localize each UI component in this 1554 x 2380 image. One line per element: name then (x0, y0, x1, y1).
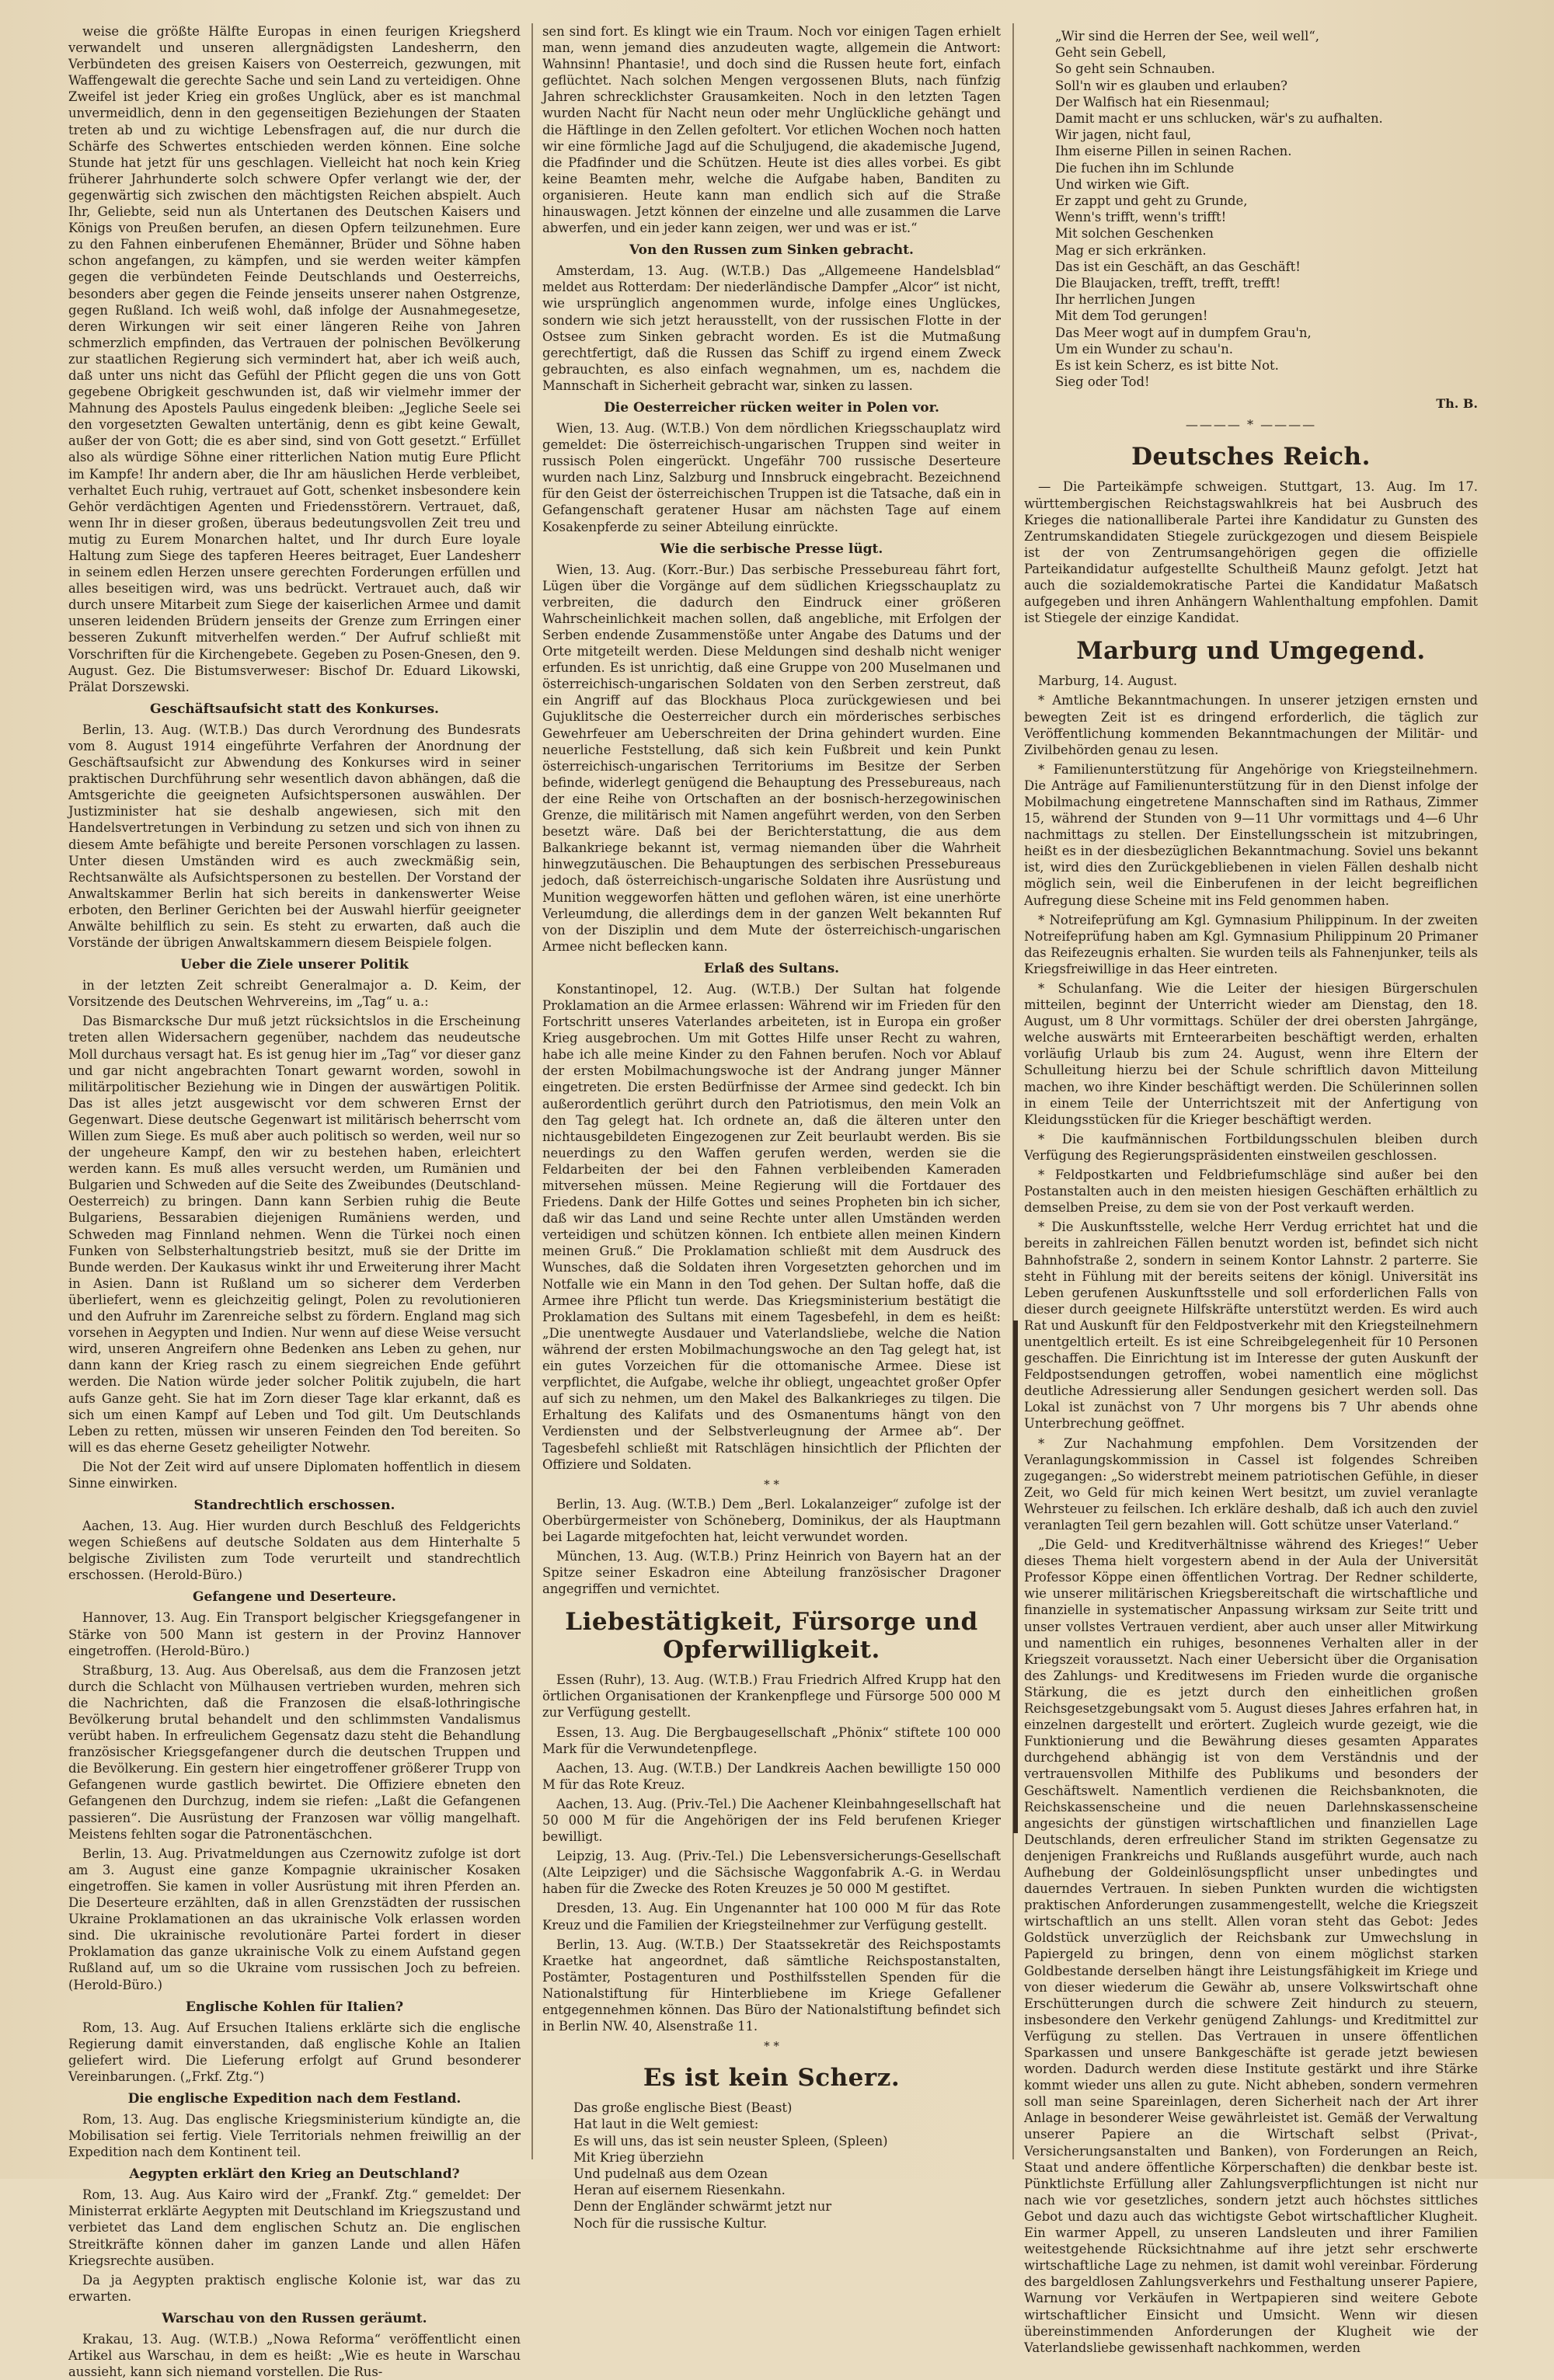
major-heading: Marburg und Umgegend. (1076, 637, 1426, 666)
article-paragraph: Berlin, 13. Aug. (W.T.B.) Das durch Verordnung des Bundesrats vom 8. August 1914 eingeführte Verfahren der Anordnung der Geschäftsaufsicht zur Abwendung des Konkurses wird in seiner praktischen Durchführung sehr wesentlich davon abhängen, daß die Amtsgerichte die geeigneten Aufsichtspersonen auswählen. Der Justizminister hat sie deshalb angewiesen, sich mit den Handelsvertretungen in Verbindung zu setzen und sich von ihnen zu diesem Amte befähigte und bereite Personen vorschlagen zu lassen. Unter diesen Umständen wird es auch zweckmäßig sein, Rechtsanwälte als Aufsichtspersonen zu bestellen. Der Vorstand der Anwaltskammer Berlin hat sich bereits in dankenswerter Weise erboten, den Berliner Gerichten bei der Auswahl hierfür geeigneter Anwälte behilflich zu sein. Es steht zu erwarten, daß auch die Vorstände der übrigen Anwaltskammern diesem Beispiele folgen. (68, 722, 521, 951)
poem-line: Ihm eiserne Pillen in seinen Rachen. (1055, 144, 1292, 159)
article-paragraph: * Amtliche Bekanntmachungen. In unserer jetzigen ernsten und bewegten Zeit ist es dringend erforderlich, die täglich zur Veröffentlichung kommenden Bekanntmachungen der Militär- und Zivilbehörden genau zu lesen. (1024, 693, 1478, 757)
poem-line: Geht sein Gebell, (1055, 45, 1166, 61)
major-heading: Deutsches Reich. (1131, 443, 1371, 471)
article-paragraph: sen sind fort. Es klingt wie ein Traum. Noch vor einigen Tagen erhielt man, wenn jemand dies anzudeuten wagte, allgemein die Antwort: Wahnsinn! Phantasie!, und doch sind die Russen heute fort, einfach geflüchtet. Nach solchen Mengen vergossenen Bluts, nach fünfzig Jahren schrecklichster Grausamkeiten. Noch in den letzten Tagen wurden Nacht für Nacht neun oder mehr Unglückliche gehängt und die Häftlinge in den Zellen gefoltert. Vor etlichen Wochen noch hatten wir eine förmliche Jagd auf die Schuljugend, die akademische Jugend, die Pfadfinder und die Schützen. Heute ist dies alles vorbei. Es gibt keine Beamten mehr, welche die Aufgabe haben, Banditen zu organisieren. Heute kann man endlich sich auf die Straße hinauswagen. Jetzt können der einzelne und alle zusammen die Larve abwerfen, und ein jeder kann zeigen, wer und was er ist.“ (542, 24, 1001, 236)
signature: Th. B. (1436, 396, 1478, 412)
poem-line: Mit solchen Geschenken (1055, 226, 1214, 242)
article-paragraph: — Die Parteikämpfe schweigen. Stuttgart, 13. Aug. Im 17. württembergischen Reichstagswahlkreis hat bei Ausbruch des Krieges die nationalliberale Partei ihre Kandidatur zu Gunsten des Zentrumskandidaten Stiegele zurückgezogen und diesem Beispiele ist der von Zentrumsangehörigen gegen die offizielle Parteikandidatur aufgestellte Schultheiß Maunz gefolgt. Jetzt hat auch die sozialdemokratische Partei die Kandidatur Maßatsch aufgegeben und ihren Anhängern Wahlenthaltung empfohlen. Damit ist Stiegele der einzige Kandidat. (1024, 479, 1478, 626)
article-paragraph: Konstantinopel, 12. Aug. (W.T.B.) Der Sultan hat folgende Proklamation an die Armee erlassen: Während wir im Frieden für den Fortschritt unseres Vaterlandes arbeiteten, ist in Europa ein großer Krieg ausgebrochen. Um mit Gottes Hilfe unser Recht zu wahren, habe ich alle meine Kinder zu den Fahnen berufen. Noch vor Ablauf der ersten Mobilmachungswoche ist der Andrang junger Männer eingetreten. Die ersten Bedürfnisse der Armee sind gedeckt. Ich bin außerordentlich gerührt durch den Patriotismus, den mein Volk an den Tag gelegt hat. Ich ordnete an, daß die älteren unter den nichtausgebildeten Eingezogenen zur Zeit beurlaubt werden. Bis sie neuerdings zu den Waffen gerufen werden, werden sie die Feldarbeiten der bei den Fahnen verbleibenden Kameraden mitversehen müssen. Meine Regierung will die Fortdauer des Friedens. Dank der Hilfe Gottes und seines Propheten bin ich sicher, daß wir das Land und seine Rechte unter allen Umständen werden verteidigen und schützen können. Ich entbiete allen meinen Kindern meinen Gruß.“ Die Proklamation schließt mit dem Ausdruck des Wunsches, daß die Soldaten ihren Vorgesetzten gehorchen und im Notfalle wie ein Mann in den Tod gehen. Der Sultan hoffe, daß die Armee ihre Pflicht tun werde. Das Kriegsministerium bestätigt die Proklamation des Sultans mit einem Tagesbefehl, in dem es heißt: „Die unentwegte Ausdauer und Vaterlandsliebe, welche die Nation während der ersten Mobilmachungswoche an den Tag gelegt hat, ist ein gutes Vorzeichen für die ottomanische Armee. Diese ist verpflichtet, die Aufgabe, welche ihr obliegt, ungeachtet großer Opfer auf sich zu nehmen, um den Makel des Balkankrieges zu tilgen. Die Erhaltung des Kalifats und des Osmanentums hängt von den Verdiensten und der Selbstverleugnung der Armee ab“. Der Tagesbefehl schließt mit Ratschlägen hinsichtlich der Pflichten der Offiziere und Soldaten. (542, 981, 1001, 1472)
article-paragraph: * Die Auskunftsstelle, welche Herr Verdug errichtet hat und die bereits in zahlreichen Fällen benutzt worden ist, befindet sich nicht Bahnhofstraße 2, sondern in seinem Kontor Lahnstr. 2 parterre. Sie steht in Fühlung mit der bereits seitens der königl. Universität ins Leben gerufenen Auskunftsstelle und soll erforderlichen Falls von dieser durch geeignete Hilfskräfte unterstützt werden. Es wird auch Rat und Auskunft für den Feldpostverkehr mit den Kriegsteilnehmern unentgeltlich erteilt. Es ist eine Schreibgelegenheit für 10 Personen geschaffen. Die Einrichtung ist im Interesse der guten Auskunft der Feldpostsendungen getroffen, wobei namentlich eine möglichst deutliche Adressierung aller Sendungen gesichert werden soll. Das Lokal ist zunächst von 7 Uhr morgens bis 7 Uhr abends ohne Unterbrechung geöffnet. (1024, 1220, 1478, 1432)
article-paragraph: weise die größte Hälfte Europas in einen feurigen Kriegsherd verwandelt und unseren allergnädigsten Landesherrn, den Verbündeten des greisen Kaisers von Oesterreich, gezwungen, mit Waffengewalt die gerechte Sache und sein Land zu verteidigen. Ohne Zweifel ist jeder Krieg ein großes Unglück, aber es ist manchmal unvermeidlich, denn in den gegenseitigen Beziehungen der Staaten treten ab und zu wichtige Lebensfragen auf, die nur durch die Schärfe des Schwertes entschieden werden können. Eine solche Stunde hat jetzt für uns geschlagen. Vielleicht hat noch kein Krieg früherer Jahrhunderte solch schwere Opfer verlangt wie der, der gegenwärtig sich zwischen den mächtigsten Reichen abspielt. Auch Ihr, Geliebte, seid nun als Untertanen des Deutschen Kaisers und Königs von Preußen berufen, an diesen Opfern teilzunehmen. Eure zu den Fahnen einberufenen Ehemänner, Brüder und Söhne haben schon angefangen, zu kämpfen, und sie werden weiter kämpfen gegen die verbündeten Feinde Deutschlands und Oesterreichs, besonders aber gegen die Feinde jenseits unserer nahen Ostgrenze, gegen Rußland. Ich weiß wohl, daß infolge der Ausnahmegesetze, deren Wirkungen wir seit einer längeren Reihe von Jahren schmerzlich empfinden, das Vertrauen der polnischen Bevölkerung zur staatlichen Regierung sich vermindert hat, aber ich weiß auch, daß unter uns nicht das Gefühl der Pflicht gegen die uns von Gott gegebene Obrigkeit geschwunden ist, daß wir vielmehr immer der Mahnung des Apostels Paulus eingedenk bleiben: „Jegliche Seele sei den vorgesetzten Gewalten untertänig, denn es gibt keine Gewalt, außer der von Gott; die es aber sind, sind von Gott gesetzt.“ Erfüllet also als würdige Söhne einer ritterlichen Nation mutig Eure Pflicht im Kampfe! Ihr andern aber, die Ihr am häuslichen Herde verbleibet, verhaltet Euch ruhig, vertrauet auf Gott, schenket insbesondere kein Gehör verdächtigen Agenten und Friedensstörern. Vertrauet, daß, wenn Ihr in dieser großen, überaus bedeutungsvollen Zeit treu und mutig zu Eurem Monarchen haltet, und Ihr durch Eure loyale Haltung zum Siege des tapferen Heeres beitraget, Euer Landesherr in seinem edlen Herzen unsere gerechten Forderungen erfüllen und alles beseitigen wird, was uns bedrückt. Vertrauet auch, daß wir durch unsere Mitarbeit zum Siege der kaiserlichen Armee und damit unseren leidenden Brüdern jenseits der Grenze zum Erringen einer besseren Zukunft mitverhelfen werden.“ Der Aufruf schließt mit Vorschriften für die Kirchengebete. Gegeben zu Posen-Gnesen, den 9. August. Gez. Die Bistumsverweser: Bischof Dr. Eduard Likowski, Prälat Dorszewski. (68, 24, 521, 694)
poem-line: Das Meer wogt auf in dumpfem Grau'n, (1055, 325, 1312, 340)
article-paragraph: Wien, 13. Aug. (Korr.-Bur.) Das serbische Pressebureau fährt fort, Lügen über die Vorgänge auf dem südlichen Kriegsschauplatz zu verbreiten, die dadurch den Eindruck einer größeren Wahrscheinlichkeit machen sollen, daß angebliche, mit Erfolgen der Serben endende Zusammenstöße unter Angabe des Datums und der Orte mitgeteilt werden. Diese Meldungen sind deshalb nicht weniger erfunden. Es ist unrichtig, daß eine Gruppe von 200 Muselmanen und österreichisch-ungarischen Soldaten von den Serben zerstreut, daß ein Angriff auf das Blockhaus Ploca zurückgewiesen und bei Gujuklitsche die Oesterreicher durch ein mörderisches serbisches Gewehrfeuer am Ueberschreiten der Drina gehindert wurden. Eine neuerliche Feststellung, daß sich kein Fußbreit und kein Punkt österreichisch-ungarischen Territoriums im Besitze der Serben befinde, widerlegt genügend die Behauptung des Pressebureaus, nach der eine Reihe von Ortschaften an der bosnisch-herzegowinischen Grenze, die militärisch mit Namen angeführt werden, von den Serben besetzt wäre. Daß bei der Berichterstattung, die aus dem Balkankriege bekannt ist, vermag niemanden über die Wahrheit hinwegzutäuschen. Die Behauptungen des serbischen Pressebureaus jedoch, daß österreichisch-ungarische Soldaten ihre Ausrüstung und Munition weggeworfen hätten und geflohen wären, ist eine unerhörte Verleumdung, die allerdings dem in der ganzen Welt bekannten Ruf von der Disziplin und dem Mute der österreichisch-ungarischen Armee nicht beflecken kann. (542, 562, 1001, 954)
separator-stars: * * (764, 1477, 779, 1491)
article-paragraph: Da ja Aegypten praktisch englische Kolonie ist, war das zu erwarten. (68, 2272, 521, 2304)
article-paragraph: * Schulanfang. Wie die Leiter der hiesigen Bürgerschulen mitteilen, beginnt der Unterricht wieder am Dienstag, den 18. August, um 8 Uhr vormittags. Schüler der drei obersten Jahrgänge, welche auswärts mit Ernteerarbeiten beschäftigt werden, erhalten vorläufig Urlaub bis zum 24. August, wenn ihre Eltern der Schulleitung hierzu bei der Schule schriftlich davon Mitteilung machen, wo ihre Kinder beschäftigt werden. Die Schülerinnen sollen in einem Teile der Unterrichtszeit mit der Anfertigung von Kleidungsstücken für die Krieger beschäftigt werden. (1024, 981, 1478, 1127)
article-paragraph: „Die Geld- und Kreditverhältnisse während des Krieges!“ Ueber dieses Thema hielt vorgestern abend in der Aula der Universität Professor Köppe einen öffentlichen Vortrag. Der Redner schilderte, wie unserer militärischen Kriegsbereitschaft die wirtschaftliche und finanzielle in systematischer Anpassung wirksam zur Seite tritt und unser vollstes Vertrauen verdient, aber auch unser aller Mitwirkung und namentlich ein ruhiges, besonnenes Verhalten aller in der Kriegszeit voraussetzt. Nach einer Uebersicht über die Organisation des Zahlungs- und Kreditwesens im Frieden wurde die organische Stärkung, die es jetzt durch den einheitlichen großen Reichsgesetzgebungsakt vom 5. August dieses Jahres erfahren hat, in einzelnen dargestellt und erörtert. Zugleich wurde gezeigt, wie die Funktionierung und die Bewährung dieses gesamten Apparates durchgehend abhängig ist von dem Verständnis und der vertrauensvollen Mithilfe des Publikums und besonders der Geschäftswelt. Namentlich verdienen die Reichsbanknoten, die Reichskassenscheine und die neuen Darlehnskassenscheine angesichts der günstigen wirtschaftlichen und finanziellen Lage Deutschlands, deren erfreulicher Stand im strikten Gegensatze zu denjenigen Frankreichs und Rußlands ausgeführt wurde, auch nach Aufhebung der Goldeinlösungspflicht unser unbedingtes und dauerndes Vertrauen. In sieben Punkten wurden die wichtigsten praktischen Anforderungen zusammengestellt, welche die Kriegszeit wirtschaftlich an uns stellt. Allen voran steht das Gebot: Jedes Goldstück unverzüglich der Reichsbank zur Umwechslung in Papiergeld zu bringen, denn von einem möglichst starken Goldbestande derselben hängt ihre Leistungsfähigkeit im Kriege und von dieser wiederum die Gewähr ab, unsere Volkswirtschaft ohne Erschütterungen durch die schwere Zeit hindurch zu steuern, insbesondere den Verkehr genügend Zahlungs- und Kreditmittel zur Verfügung zu stellen. Das Vertrauen in unsere öffentlichen Sparkassen und unsere Bankgeschäfte ist gerade jetzt bewiesen worden. Dadurch werden diese Institute gestärkt und ihre Stärke kommt wieder uns allen zu gute. Nicht abheben, sondern vermehren soll man seine Spareinlagen, deren Sicherheit nach der Art ihrer Anlage in besonderer Weise gewährleistet ist. Gemäß der Verwaltung unserer Papiere an die Wirtschaft selbst (Privat-, Versicherungsanstalten und Banken), von Forderungen an Reich, Staat und andere öffentliche Körperschaften) die denkbar beste ist. Pünktlichste Erfüllung aller Zahlungsverpflichtungen ist nicht nur nach wie vor gesetzliches, sondern jetzt auch höchstes sittliches Gebot und dazu auch das wichtigste Gebot wirtschaftlicher Klugheit. Ein warmer Appell, zu unseren Landsleuten und ihrer Familien weitestgehende Rücksichtnahme auf ihre jetzt sehr erschwerte wirtschaftliche Lage zu nehmen, ist damit wohl vereinbar. Förderung des bargeldlosen Zahlungsverkehrs und Festhaltung unserer Papiere, Warnung vor Verkäufen in Wertpapieren sind weitere Gebote wirtschaftlicher Einsicht und Umsicht. Wenn wir diesen übereinstimmenden Anforderungen der Klugheit wie der Vaterlandsliebe gewissenhaft nachkommen, werden (1024, 1537, 1478, 2355)
poem-line: Und wirken wie Gift. (1055, 176, 1190, 192)
poem-line: Damit macht er uns schlucken, wär's zu aufhalten. (1055, 111, 1383, 127)
poem (573, 2100, 1001, 2232)
article-paragraph: Leipzig, 13. Aug. (Priv.-Tel.) Die Lebensversicherungs-Gesellschaft (Alte Leipziger) und die Sächsische Waggonfabrik A.-G. in Werdau haben für die Zwecke des Roten Kreuzes je 50 000 M gestiftet. (542, 1849, 1001, 1897)
article-paragraph: Berlin, 13. Aug. (W.T.B.) Dem „Berl. Lokalanzeiger“ zufolge ist der Oberbürgermeister von Schöneberg, Dominikus, der als Hauptmann bei Lagarde mitgefochten hat, leicht verwundet worden. (542, 1496, 1001, 1544)
column-left (68, 23, 521, 2380)
column-middle (542, 23, 1001, 2231)
poem-line: Und pudelnaß aus dem Ozean (573, 2166, 768, 2182)
article-paragraph: * Die kaufmännischen Fortbildungsschulen bleiben durch Verfügung des Regierungspräsidenten einstweilen geschlossen. (1024, 1131, 1478, 1163)
major-heading: Es ist kein Scherz. (643, 2064, 901, 2093)
article-paragraph: Das Bismarcksche Dur muß jetzt rücksichtslos in die Erscheinung treten allen Widersachern gegenüber, nachdem das neudeutsche Moll durchaus versagt hat. Es ist genug hier im „Tag“ vor dieser ganz und gar nicht angebrachten Tonart gewarnt worden, sowohl in militärpolitischer Beziehung wie in Dingen der auswärtigen Politik. Das ist alles jetzt ausgewischt vor dem schweren Ernst der Gegenwart. Diese deutsche Gegenwart ist militärisch beherrscht vom Willen zum Siege. Es muß aber auch politisch so werden, weil nur so der ungeheure Kampf, den wir zu bestehen haben, erleichtert werden kann. Es muß alles versucht werden, um Rumänien und Bulgarien und Schweden auf die Seite des Zweibundes (Deutschland-Oesterreich) zu bringen. Dann kann Serbien ruhig die Beute Bulgariens, Bessarabien diejenigen Rumäniens werden, und Schweden mag Finnland nehmen. Wenn die Türkei noch einen Funken von Selbsterhaltungstrieb besitzt, muß sie der Dritte im Bunde werden. Der Kaukasus winkt ihr und Erweiterung ihrer Macht in Asien. Dann ist Rußland um so sicherer dem Verderben überliefert, wenn es gleichzeitig gelingt, Polen zu revolutionieren und den Aufruhr im Zarenreiche selbst zu fördern. England mag sich vorsehen in Aegypten und Indien. Nur wenn auf diese Weise versucht wird, unseren Angreifern ohne Bedenken ans Leben zu gehen, nur dann kann der Krieg rasch zu einem siegreichen Ende geführt werden. Die Nation würde jeder solcher Politik zujubeln, die hart aufs Ganze geht. Sie hat im Zorn dieser Tage klar erkannt, daß es sich um einen Kampf auf Leben und Tod gilt. Um Deutschlands Leben zu retten, müssen wir unseren Feinden den Tod bereiten. So will es das eherne Gesetz geheiligter Notwehr. (68, 1014, 521, 1455)
poem-line: „Wir sind die Herren der See, weil well“, (1055, 29, 1319, 43)
poem-line: Es will uns, das ist sein neuster Spleen, (Spleen) (573, 2133, 888, 2149)
article-paragraph: München, 13. Aug. (W.T.B.) Prinz Heinrich von Bayern hat an der Spitze seiner Eskadron eine Abteilung französischer Dragoner angegriffen und vernichtet. (542, 1548, 1001, 1597)
article-paragraph: Berlin, 13. Aug. (W.T.B.) Der Staatssekretär des Reichspostamts Kraetke hat angeordnet, daß sämtliche Reichspostanstalten, Postämter, Postagenturen und Posthilfsstellen Spenden für die Nationalstiftung für Hinterbliebene im Kriege Gefallener entgegennehmen können. Das Büro der Nationalstiftung befindet sich in Berlin NW. 40, Alsenstraße 11. (542, 1936, 1001, 2034)
poem-line: So geht sein Schnauben. (1055, 61, 1215, 77)
article-paragraph: Die Not der Zeit wird auf unsere Diplomaten hoffentlich in diesem Sinne einwirken. (68, 1459, 521, 1491)
section-heading: Warschau von den Russen geräumt. (162, 2310, 427, 2326)
margin-mark (1013, 1320, 1018, 1833)
article-paragraph: Rom, 13. Aug. Das englische Kriegsministerium kündigte an, die Mobilisation sei fertig. Viele Territorials nehmen freiwillig an der Expedition nach dem Kontinent teil. (68, 2111, 521, 2160)
section-heading: Wie die serbische Presse lügt. (660, 541, 883, 557)
poem-line: Ihr herrlichen Jungen (1055, 292, 1196, 308)
article-paragraph: * Familienunterstützung für Angehörige von Kriegsteilnehmern. Die Anträge auf Familienunterstützung für in den Dienst infolge der Mobilmachung eingetretene Mannschaften sind im Rathaus, Zimmer 15, während der Stunden von 9—11 Uhr vormittags und 4—6 Uhr nachmittags zu stellen. Der Einstellungsschein ist mitzubringen, heißt es in der diesbezüglichen Bekanntmachung. Soviel uns bekannt ist, wird dies den Zurückgebliebenen in vielen Fällen deshalb nicht möglich sein, weil die Einberufenen in der leicht begreiflichen Aufregung diese Scheine mit ins Feld genommen haben. (1024, 761, 1478, 908)
section-heading: Erlaß des Sultans. (703, 960, 840, 976)
article-paragraph: * Feldpostkarten und Feldbriefumschläge sind außer bei den Postanstalten auch in den meisten hiesigen Geschäften erhältlich zu demselben Preise, zu dem sie von der Post verkauft werden. (1024, 1167, 1478, 1216)
article-paragraph: Aachen, 13. Aug. Hier wurden durch Beschluß des Feldgerichts wegen Schießens auf deutsche Soldaten aus dem Hinterhalte 5 belgische Zivilisten zum Tode verurteilt und standrechtlich erschossen. (Herold-Büro.) (68, 1519, 521, 1583)
article-paragraph: Straßburg, 13. Aug. Aus Oberelsaß, aus dem die Franzosen jetzt durch die Schlacht von Mülhausen vertrieben wurden, mehren sich die Nachrichten, daß die Franzosen die elsaß-lothringische Bevölkerung brutal behandelt und den schlimmsten Vandalismus verübt haben. In erfreulichem Gegensatz dazu steht die Behandlung französischer Kriegsgefangener durch die deutschen Truppen und die Bevölkerung. Ein gestern hier eingetroffener größerer Trupp von Gefangenen wurde gastlich bewirtet. Die Offiziere ebneten den Gefangenen den Durchzug, indem sie riefen: „Laßt die Gefangenen passieren“. Die Ausrüstung der Franzosen war völlig mangelhaft. Meistens fehlten sogar die Patronentäschchen. (68, 1662, 521, 1842)
poem-line: Noch für die russische Kultur. (573, 2215, 768, 2231)
poem-line: Es ist kein Scherz, es ist bitte Not. (1055, 358, 1279, 374)
article-paragraph: Essen, 13. Aug. Die Bergbaugesellschaft „Phönix“ stiftete 100 000 Mark für die Verwundetenpflege. (542, 1724, 1001, 1756)
poem-line: Wenn's trifft, wenn's trifft! (1055, 210, 1227, 225)
article-paragraph: Berlin, 13. Aug. Privatmeldungen aus Czernowitz zufolge ist dort am 3. August eine ganze Kompagnie ukrainischer Kosaken eingetroffen. Sie kamen in voller Ausrüstung mit ihren Pferden an. Die Deserteure erzählten, daß in allen Grenzstädten der russischen Ukraine Proklamationen an das ukrainische Volk erlassen worden sind. Die ukrainische revolutionäre Partei fordert in dieser Proklamation das ganze ukrainische Volk zu einem Aufstand gegen Rußland auf, um so die Ukraine vom russischen Joch zu befreien. (Herold-Büro.) (68, 1846, 521, 1992)
article-paragraph: Aachen, 13. Aug. (Priv.-Tel.) Die Aachener Kleinbahngesellschaft hat 50 000 M für die Angehörigen der ins Feld berufenen Krieger bewilligt. (542, 1796, 1001, 1845)
poem-line: Die Blaujacken, trefft, trefft, trefft! (1055, 276, 1281, 291)
section-heading: Die englische Expedition nach dem Festland. (127, 2090, 462, 2107)
article-paragraph: Aachen, 13. Aug. (W.T.B.) Der Landkreis Aachen bewilligte 150 000 M für das Rote Kreuz. (542, 1760, 1001, 1792)
article-paragraph: Rom, 13. Aug. Aus Kairo wird der „Frankf. Ztg.“ gemeldet: Der Ministerrat erklärte Aegypten mit Deutschland im Kriegszustand und verbietet das Land dem englischen Schutz an. Die englischen Streitkräfte können daher im ganzen Lande und allen Häfen Kriegsrechte ausüben. (68, 2187, 521, 2268)
section-heading: Standrechtlich erschossen. (193, 1498, 395, 1514)
poem-line: Mit Krieg überziehn (573, 2149, 704, 2165)
poem-line: Sieg oder Tod! (1055, 374, 1150, 390)
section-heading: Englische Kohlen für Italien? (185, 1999, 404, 2015)
poem-line: Mit dem Tod gerungen! (1055, 308, 1208, 324)
article-paragraph: Krakau, 13. Aug. (W.T.B.) „Nowa Reforma“ veröffentlicht einen Artikel aus Warschau, in dem es heißt: „Wie es heute in Warschau aussieht, kann sich niemand vorstellen. Die Rus- (68, 2331, 521, 2380)
article-paragraph: Essen (Ruhr), 13. Aug. (W.T.B.) Frau Friedrich Alfred Krupp hat den örtlichen Organisationen der Krankenpflege und Fürsorge 500 000 M zur Verfügung gestellt. (542, 1672, 1001, 1721)
section-heading: Aegypten erklärt den Krieg an Deutschland? (129, 2166, 460, 2183)
poem-line: Heran auf eisernem Riesenkahn. (573, 2183, 786, 2198)
section-heading: Ueber die Ziele unserer Politik (180, 957, 409, 973)
poem-line: Wir jagen, nicht faul, (1055, 127, 1192, 143)
ornament-divider: ———— * ———— (1185, 417, 1317, 433)
poem-line: Die fuchen ihn im Schlunde (1055, 160, 1235, 176)
major-heading: Liebestätigkeit, Fürsorge und Opferwilligkeit. (565, 1608, 978, 1665)
poem-line: Denn der Engländer schwärmt jetzt nur (573, 2199, 832, 2215)
poem-line: Soll'n wir es glauben und erlauben? (1055, 78, 1287, 93)
poem-line: Das große englische Biest (Beast) (573, 2100, 793, 2116)
article-paragraph: * Notreifeprüfung am Kgl. Gymnasium Philippinum. In der zweiten Notreifeprüfung haben am Kgl. Gymnasium Philippinum 20 Primaner das Reifezeugnis erhalten. Sie wurden teils als Fahnenjunker, teils als Kriegsfreiwillige in das Heer eintreten. (1024, 912, 1478, 976)
poem-line: Der Walfisch hat ein Riesenmaul; (1055, 94, 1270, 110)
poem-line: Das ist ein Geschäft, an das Geschäft! (1055, 259, 1301, 274)
article-paragraph: Wien, 13. Aug. (W.T.B.) Von dem nördlichen Kriegsschauplatz wird gemeldet: Die österreichisch-ungarischen Truppen sind weiter in russisch Polen eingerückt. Ungefähr 700 russische Deserteure wurden nach Linz, Salzburg und Innsbruck eingebracht. Bezeichnend für den Geist der österreichischen Truppen ist die Tatsache, daß ein in Gefangenschaft geratener Husar am nächsten Tage auf einem Kosakenpferde zu seiner Abteilung einrückte. (542, 420, 1001, 534)
article-paragraph: in der letzten Zeit schreibt Generalmajor a. D. Keim, der Vorsitzende des Deutschen Wehrvereins, im „Tag“ u. a.: (68, 978, 521, 1010)
article-paragraph: Hannover, 13. Aug. Ein Transport belgischer Kriegsgefangener in Stärke von 500 Mann ist gestern in der Provinz Hannover eingetroffen. (Herold-Büro.) (68, 1610, 521, 1658)
column-divider (1012, 23, 1014, 2159)
section-heading: Die Oesterreicher rücken weiter in Polen vor. (604, 399, 939, 416)
section-heading: Von den Russen zum Sinken gebracht. (629, 242, 914, 259)
article-paragraph: Amsterdam, 13. Aug. (W.T.B.) Das „Allgemeene Handelsblad“ meldet aus Rotterdam: Der niederländische Dampfer „Alcor“ ist nicht, wie ursprünglich angenommen wurde, infolge eines Unglückes, sondern wie sich jetzt herausstellt, von der russischen Flotte in der Ostsee zum Sinken gebracht worden. Es ist die Mutmaßung gerechtfertigt, daß die Russen das Schiff zu irgend einem Zweck gebrauchten, es also einfach wegnahmen, um es, nachdem die Mannschaft in Sicherheit gebracht war, sinken zu lassen. (542, 263, 1001, 393)
poem-line: Hat laut in die Welt gemiest: (573, 2117, 759, 2132)
article-paragraph: Rom, 13. Aug. Auf Ersuchen Italiens erklärte sich die englische Regierung damit einverstanden, daß englische Kohle an Italien geliefert wird. Die Lieferung erfolgt auf Grund besonderer Vereinbarungen. („Frkf. Ztg.“) (68, 2020, 521, 2084)
column-right (1024, 23, 1478, 2355)
section-heading: Gefangene und Deserteure. (193, 1589, 396, 1606)
article-paragraph: Dresden, 13. Aug. Ein Ungenannter hat 100 000 M für das Rote Kreuz und die Familien der Kriegsteilnehmer zur Verfügung gestellt. (542, 1901, 1001, 1933)
poem-line: Um ein Wunder zu schau'n. (1055, 341, 1233, 357)
article-paragraph: Marburg, 14. August. (1038, 673, 1178, 689)
poem (1055, 28, 1478, 390)
separator-stars: * * (764, 2039, 779, 2054)
section-heading: Geschäftsaufsicht statt des Konkurses. (150, 701, 439, 717)
poem-line: Mag er sich erkränken. (1055, 242, 1207, 258)
article-paragraph: * Zur Nachahmung empfohlen. Dem Vorsitzenden der Veranlagungskommission in Cassel ist folgendes Schreiben zugegangen: „So widerstrebt meinem patriotischen Gefühle, in dieser Zeit, wo Geld für mich keinen Wert besitzt, um zuviel veranlagte Wehrsteuer zu feilschen. Ich erkläre deshalb, daß ich auch den zuviel veranlagten Teil gern bezahlen will. Gott schütze unser Vaterland.“ (1024, 1435, 1478, 1533)
column-divider (531, 23, 533, 2159)
poem-line: Er zappt und geht zu Grunde, (1055, 193, 1248, 209)
